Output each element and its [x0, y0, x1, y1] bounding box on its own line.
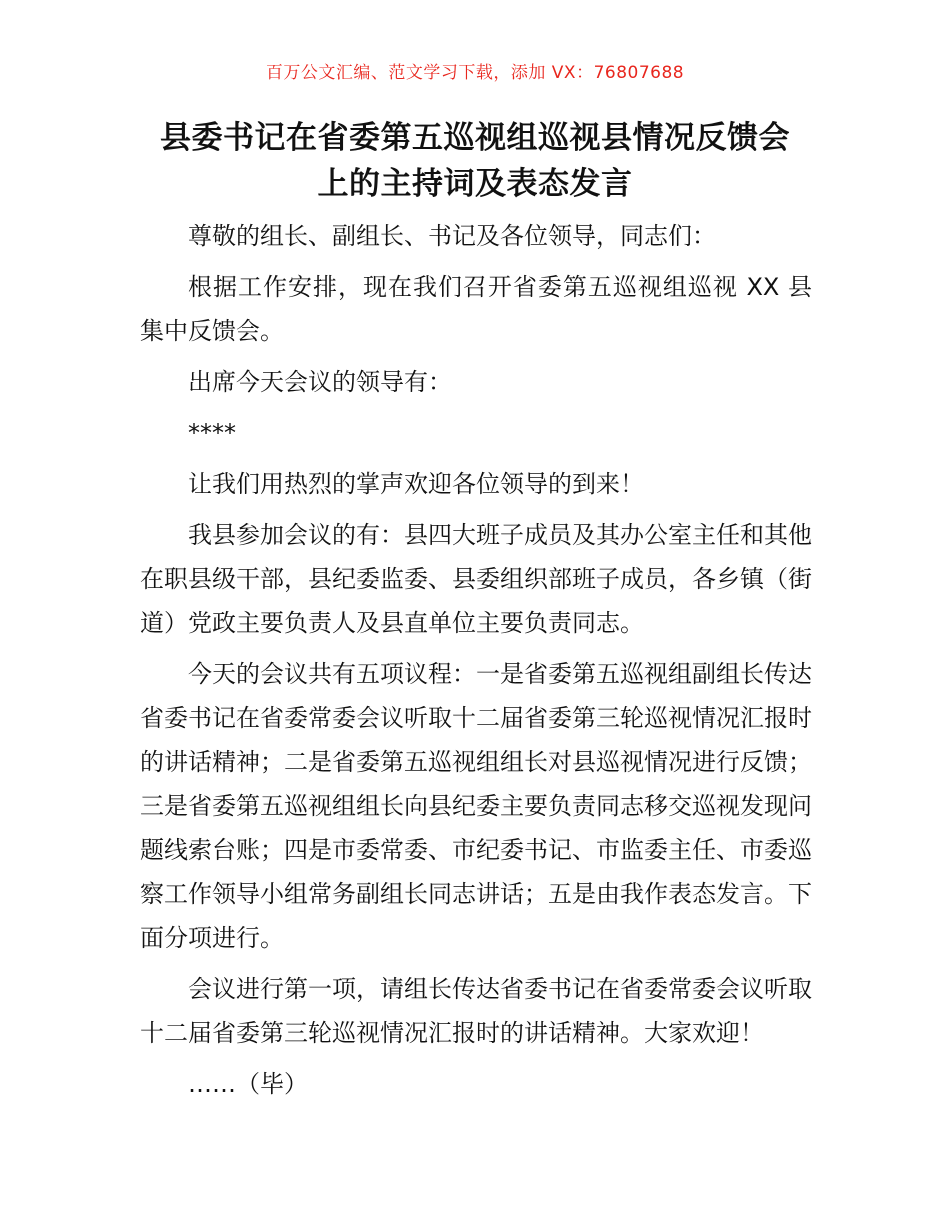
paragraph-leaders-intro: 出席今天会议的领导有：	[188, 368, 452, 396]
document-title	[100, 115, 850, 207]
document-body	[140, 214, 812, 1113]
header-note: 百万公文汇编、范文学习下载，添加 VX：76807688	[265, 63, 685, 83]
paragraph-end: ……（毕）	[188, 1070, 308, 1098]
paragraph-first-item: 会议进行第一项，请组长传达省委书记在省委常委会议听取十二届省委第三轮巡视情况汇报时的讲话精神。大家欢迎！	[140, 975, 812, 1047]
title-line-2: 上的主持词及表态发言	[317, 166, 633, 202]
paragraph-welcome: 让我们用热烈的掌声欢迎各位领导的到来！	[188, 470, 644, 498]
paragraph-opening: 根据工作安排，现在我们召开省委第五巡视组巡视 XX 县集中反馈会。	[140, 273, 812, 345]
title-line-1: 县委书记在省委第五巡视组巡视县情况反馈会	[160, 120, 790, 156]
paragraph-attendees: 我县参加会议的有：县四大班子成员及其办公室主任和其他在职县级干部，县纪委监委、县委组织部班子成员，各乡镇（街道）党政主要负责人及县直单位主要负责同志。	[140, 521, 812, 637]
paragraph-leaders-placeholder: ****	[188, 419, 236, 447]
paragraph-salutation: 尊敬的组长、副组长、书记及各位领导，同志们：	[188, 222, 716, 250]
paragraph-agenda: 今天的会议共有五项议程：一是省委第五巡视组副组长传达省委书记在省委常委会议听取十二届省委第三轮巡视情况汇报时的讲话精神；二是省委第五巡视组组长对县巡视情况进行反馈；三是省委第五巡视组组长向县纪委主要负责同志移交巡视发现问题线索台账；四是市委常委、市纪委书记、市监委主任、市委巡察工作领导小组常务副组长同志讲话；五是由我作表态发言。下面分项进行。	[140, 660, 812, 952]
